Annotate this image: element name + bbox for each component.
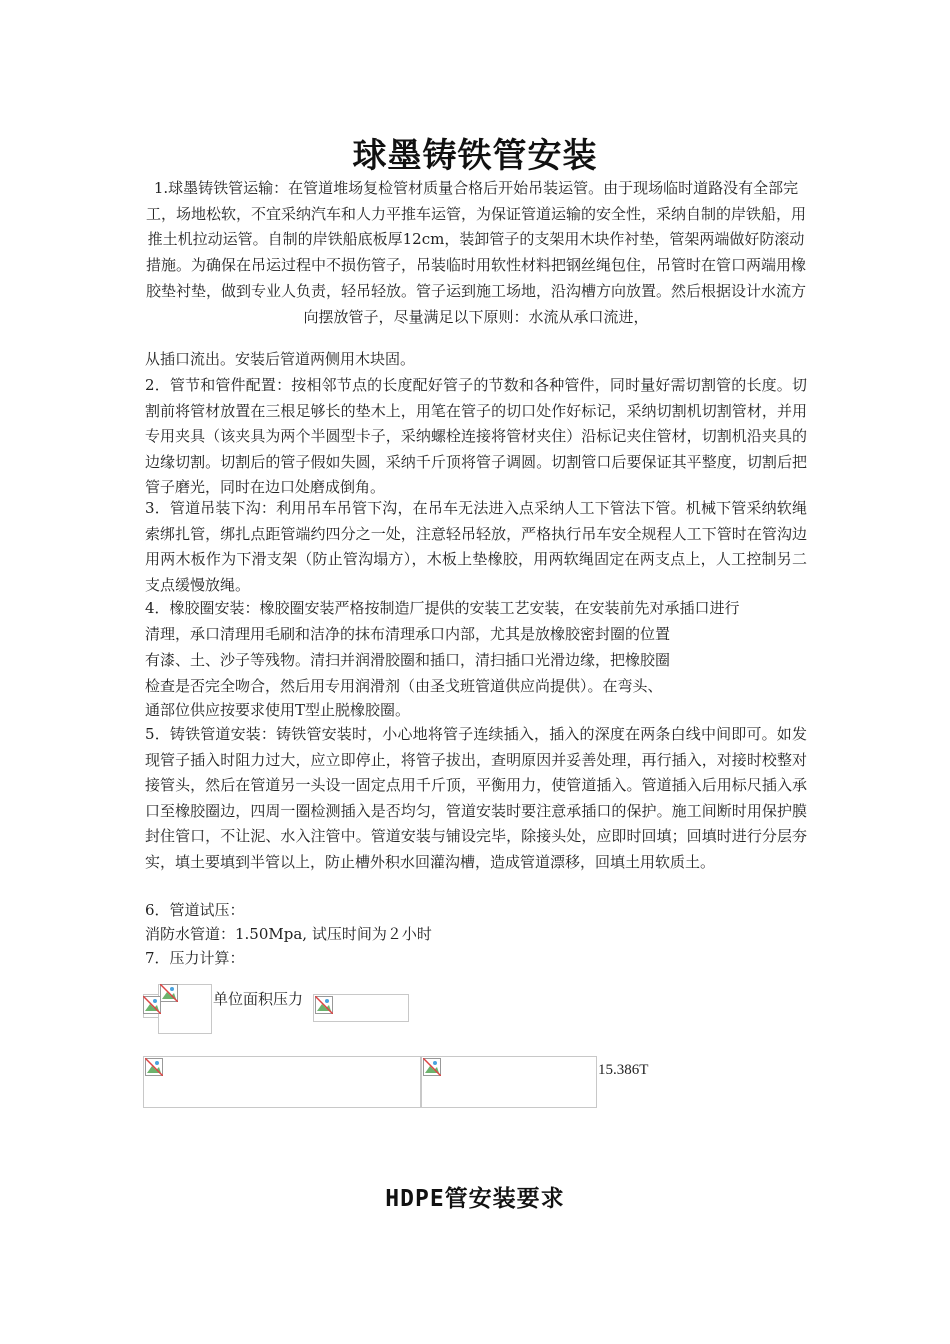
section-4-line-1: 4．橡胶圈安装：橡胶圈安装严格按制造厂提供的安装工艺安装，在安装前先对承插口进行	[145, 599, 740, 617]
section-6-detail: 消防水管道：1.50Mpa, 试压时间为２小时	[145, 925, 432, 943]
section-5-paragraph: 5．铸铁管道安装：铸铁管安装时，小心地将管子连续插入，插入的深度在两条白线中间即可。如发现管子插入时阻力过大，应立即停止，将管子拔出，查明原因并妥善处理，再行插入，对接时校整对接管头，然后在管道另一头设一固定点用千斤顶，平衡用力，使管道插入。管道插入后用标尺插入承口至橡胶圈边，四周一圈检测插入是否均匀，管道安装时要注意承插口的保护。施工间断时用保护膜封住管口，不让泥、水入注管中。管道安装与铺设完毕，除接头处，应即时回填；回填时进行分层夯实，填土要填到半管以上，防止槽外积水回灌沟槽，造成管道漂移，回填土用软质土。	[145, 725, 807, 871]
formula-image	[421, 1056, 597, 1108]
page-title: 球墨铸铁管安装	[352, 136, 598, 176]
section-4-line-3: 有漆、土、沙子等残物。清扫并润滑胶圈和插口，清扫插口光滑边缘，把橡胶圈	[145, 651, 671, 669]
section-4-line-5: 通部位供应按要求使用T型止脱橡胶圈。	[145, 701, 411, 719]
section-2-paragraph: 2．管节和管件配置：按相邻节点的长度配好管子的节数和各种管件，同时量好需切割管的长度。切割前将管材放置在三根足够长的垫木上，用笔在管子的切口处作好标记，采纳切割机切割管材，并用专用夹具（该夹具为两个半圆型卡子，采纳螺栓连接将管材夹住）沿标记夹住管材，切割机沿夹具的边缘切割。切割后的管子假如失圆，采纳千斤顶将管子调圆。切割管口后要保证其平整度，切割后把管子磨光，同时在边口处磨成倒角。	[145, 376, 807, 496]
section-1-tail: 从插口流出。安装后管道两侧用木块固。	[145, 350, 416, 368]
formula-image	[143, 1056, 421, 1108]
section-1-paragraph: 1.球墨铸铁管运输：在管道堆场复检管材质量合格后开始吊装运管。由于现场临时道路没有全部完工，场地松软，不宜采纳汽车和人力平推车运管，为保证管道运输的安全性，采纳自制的岸铁船，用推土机拉动运管。自制的岸铁船底板厚12cm，装卸管子的支架用木块作衬垫，管架两端做好防滚动措施。为确保在吊运过程中不损伤管子，吊装临时用软性材料把钢丝绳包住，吊管时在管口两端用橡胶垫衬垫，做到专业人负责，轻吊轻放。管子运到施工场地，沿沟槽方向放置。然后根据设计水流方向摆放管子，尽量满足以下原则：水流从承口流进，	[145, 179, 806, 326]
section-7-heading: 7．压力计算：	[145, 949, 245, 967]
broken-image-icon	[423, 1058, 441, 1076]
pressure-result: 15.386T	[598, 1062, 649, 1078]
section-4-line-2: 清理，承口清理用毛刷和洁净的抹布清理承口内部，尤其是放橡胶密封圈的位置	[145, 625, 671, 643]
hdpe-section-title: HDPE管安装要求	[385, 1186, 565, 1212]
broken-image-icon	[143, 996, 161, 1014]
broken-image-icon	[160, 984, 178, 1002]
section-6-heading: 6．管道试压：	[145, 901, 245, 919]
section-4-line-4: 检查是否完全吻合，然后用专用润滑剂（由圣戈班管道供应尚提供）。在弯头、	[145, 677, 663, 695]
broken-image-icon	[315, 996, 333, 1014]
unit-pressure-label: 单位面积压力	[213, 990, 304, 1008]
section-3-paragraph: 3．管道吊装下沟：利用吊车吊管下沟，在吊车无法进入点采纳人工下管法下管。机械下管采纳软绳索绑扎管，绑扎点距管端约四分之一处，注意轻吊轻放，严格执行吊车安全规程人工下管时在管沟边用两木板作为下滑支架（防止管沟塌方），木板上垫橡胶，用两软绳固定在两支点上，人工控制另二支点缓慢放绳。	[145, 499, 807, 594]
broken-image-icon	[145, 1058, 163, 1076]
